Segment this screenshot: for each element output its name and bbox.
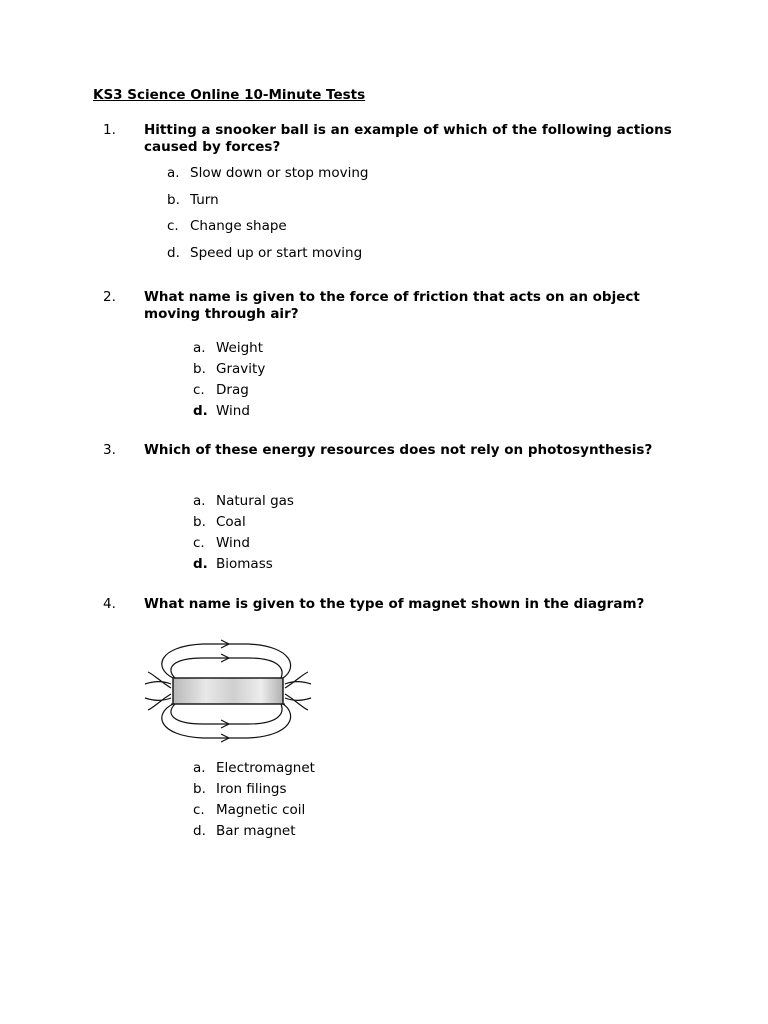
option-text: Bar magnet — [216, 823, 296, 839]
question-text: What name is given to the type of magnet shown in the diagram? — [144, 596, 645, 612]
option-letter: d. — [193, 556, 208, 572]
option-text: Slow down or stop moving — [190, 165, 369, 181]
option-letter: a. — [167, 165, 180, 181]
option-text: Magnetic coil — [216, 802, 306, 818]
option-letter: a. — [193, 760, 206, 776]
option-text: Change shape — [190, 218, 287, 235]
option-text: Drag — [216, 382, 249, 398]
option-text: Speed up or start moving — [190, 245, 363, 262]
option-text: Coal — [216, 514, 246, 530]
option-text: Natural gas — [216, 493, 294, 509]
option-letter: d. — [193, 823, 206, 839]
magnet-bar — [173, 678, 283, 704]
question-text: What name is given to the force of friction that acts on an object moving through air? — [144, 289, 640, 322]
option-letter: c. — [193, 802, 205, 818]
option-text: Wind — [216, 535, 250, 551]
field-line — [285, 672, 308, 688]
option-text: Weight — [216, 340, 264, 356]
page-title: KS3 Science Online 10-Minute Tests — [93, 87, 366, 103]
option-letter: d. — [167, 245, 180, 262]
question-number: 3. — [103, 442, 116, 458]
option-letter: d. — [193, 403, 208, 419]
option-letter: b. — [167, 191, 180, 208]
option-text: Iron filings — [216, 781, 287, 797]
option-letter: c. — [193, 535, 205, 551]
field-line — [171, 658, 282, 678]
option-text: Wind — [216, 403, 250, 419]
option-letter: c. — [193, 382, 205, 398]
option-letter: b. — [193, 514, 206, 530]
option-letter: b. — [193, 361, 206, 377]
question-number: 1. — [103, 122, 116, 138]
option-letter: c. — [167, 218, 179, 235]
question-text: Which of these energy resources does not rely on photosynthesis? — [144, 442, 653, 458]
question-text: Hitting a snooker ball is an example of which of the following actions caused by forces? — [144, 122, 672, 155]
field-line — [171, 704, 282, 724]
option-letter: b. — [193, 781, 206, 797]
option-text: Electromagnet — [216, 760, 315, 776]
option-text: Biomass — [216, 556, 273, 572]
field-line — [285, 694, 308, 710]
option-text: Turn — [190, 191, 219, 208]
option-letter: a. — [193, 340, 206, 356]
question-number: 4. — [103, 596, 116, 612]
option-text: Gravity — [216, 361, 266, 377]
field-line — [285, 698, 311, 700]
field-line — [145, 698, 171, 700]
field-line — [145, 682, 171, 684]
option-letter: a. — [193, 493, 206, 509]
bar-magnet-diagram — [143, 638, 313, 744]
question-number: 2. — [103, 289, 116, 305]
field-line — [285, 682, 311, 684]
